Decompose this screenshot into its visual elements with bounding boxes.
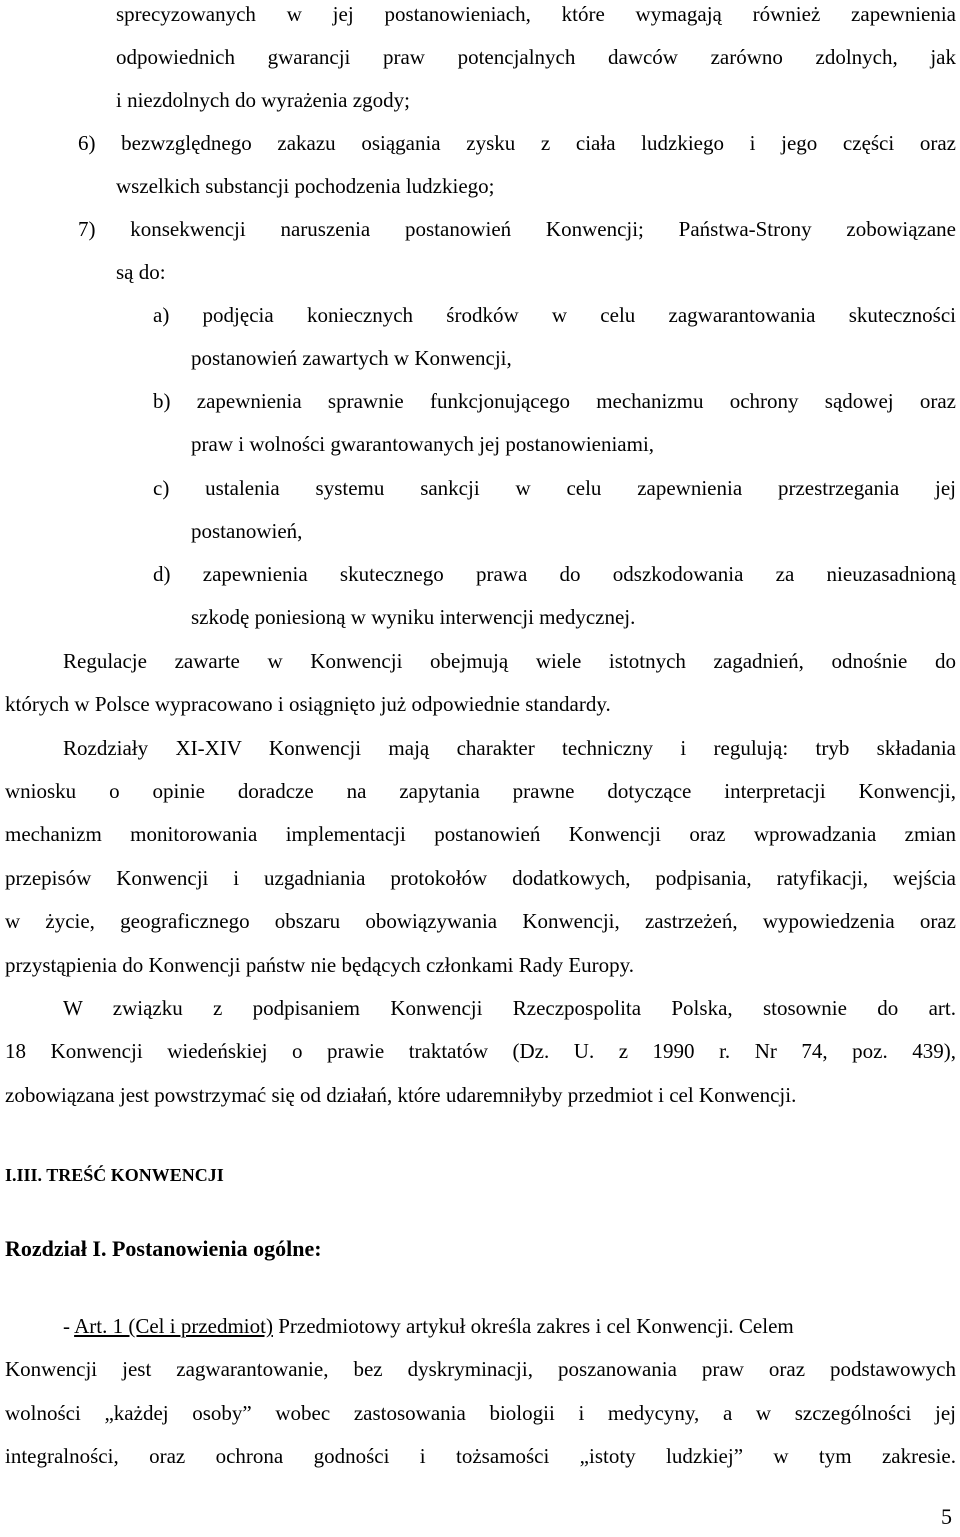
paragraph-line: przystąpienia do Konwencji państw nie będących członkami Rady Europy. bbox=[5, 953, 635, 977]
paragraph-line: których w Polsce wypracowano i osiągnięto już odpowiednie standardy. bbox=[5, 692, 611, 716]
text-line: szkodę poniesioną w wyniku interwencji medycznej. bbox=[191, 605, 636, 629]
paragraph-line: zobowiązana jest powstrzymać się od działań, które udaremniłyby przedmiot i cel Konwencji. bbox=[5, 1083, 797, 1107]
article-prefix: - bbox=[63, 1314, 75, 1338]
article-1-line bbox=[63, 1314, 956, 1338]
chapter-heading: Rozdział I. Postanowienia ogólne: bbox=[5, 1236, 322, 1261]
article-text-line: integralności, oraz ochrona godności i tożsamości „istoty ludzkiej” w tym zakresie. bbox=[5, 1444, 956, 1468]
text-line: wszelkich substancji pochodzenia ludzkiego; bbox=[116, 174, 495, 198]
sub-item-d: d) zapewnienia skutecznego prawa do odszkodowania za nieuzasadnioną bbox=[153, 562, 956, 586]
list-item-7: 7) konsekwencji naruszenia postanowień Konwencji; Państwa-Strony zobowiązane bbox=[78, 217, 956, 241]
sub-item-b: b) zapewnienia sprawnie funkcjonującego mechanizmu ochrony sądowej oraz bbox=[153, 389, 956, 413]
list-item-6: 6) bezwzględnego zakazu osiągania zysku z ciała ludzkiego i jego części oraz bbox=[78, 131, 956, 155]
paragraph-line: Rozdziały XI-XIV Konwencji mają charakter techniczny i regulują: tryb składania bbox=[63, 736, 956, 760]
sub-item-a: a) podjęcia koniecznych środków w celu zagwarantowania skuteczności bbox=[153, 303, 956, 327]
article-text-line: Konwencji jest zagwarantowanie, bez dyskryminacji, poszanowania praw oraz podstawowych bbox=[5, 1357, 956, 1381]
text-line: sprecyzowanych w jej postanowieniach, które wymagają również zapewnienia bbox=[116, 2, 956, 26]
paragraph-line: mechanizm monitorowania implementacji postanowień Konwencji oraz wprowadzania zmian bbox=[5, 822, 956, 846]
article-text-line: wolności „każdej osoby” wobec zastosowania biologii i medycyny, a w szczególności jej bbox=[5, 1401, 956, 1425]
paragraph-line: Regulacje zawarte w Konwencji obejmują wiele istotnych zagadnień, odnośnie do bbox=[63, 649, 956, 673]
text-line: postanowień, bbox=[191, 519, 303, 543]
paragraph-line: 18 Konwencji wiedeńskiej o prawie traktatów (Dz. U. z 1990 r. Nr 74, poz. 439), bbox=[5, 1039, 956, 1063]
paragraph-line: wniosku o opinie doradcze na zapytania prawne dotyczące interpretacji Konwencji, bbox=[5, 779, 956, 803]
paragraph-line: W związku z podpisaniem Konwencji Rzeczpospolita Polska, stosownie do art. bbox=[63, 996, 956, 1020]
text-line: i niezdolnych do wyrażenia zgody; bbox=[116, 88, 410, 112]
paragraph-line: w życie, geograficznego obszaru obowiązywania Konwencji, zastrzeżeń, wypowiedzenia oraz bbox=[5, 909, 956, 933]
text-line: postanowień zawartych w Konwencji, bbox=[191, 346, 512, 370]
text-line: są do: bbox=[116, 260, 166, 284]
text-line: praw i wolności gwarantowanych jej postanowieniami, bbox=[191, 432, 655, 456]
section-heading: I.III. TREŚĆ KONWENCJI bbox=[5, 1165, 224, 1185]
page-number: 5 bbox=[941, 1504, 952, 1529]
paragraph-line: przepisów Konwencji i uzgadniania protokołów dodatkowych, podpisania, ratyfikacji, wejścia bbox=[5, 866, 956, 890]
article-title: Art. 1 (Cel i przedmiot) bbox=[74, 1314, 273, 1338]
sub-item-c: c) ustalenia systemu sankcji w celu zapewnienia przestrzegania jej bbox=[153, 476, 956, 500]
article-text: Przedmiotowy artykuł określa zakres i cel Konwencji. Celem bbox=[272, 1314, 794, 1338]
text-line: odpowiednich gwarancji praw potencjalnych dawców zarówno zdolnych, jak bbox=[116, 45, 956, 69]
